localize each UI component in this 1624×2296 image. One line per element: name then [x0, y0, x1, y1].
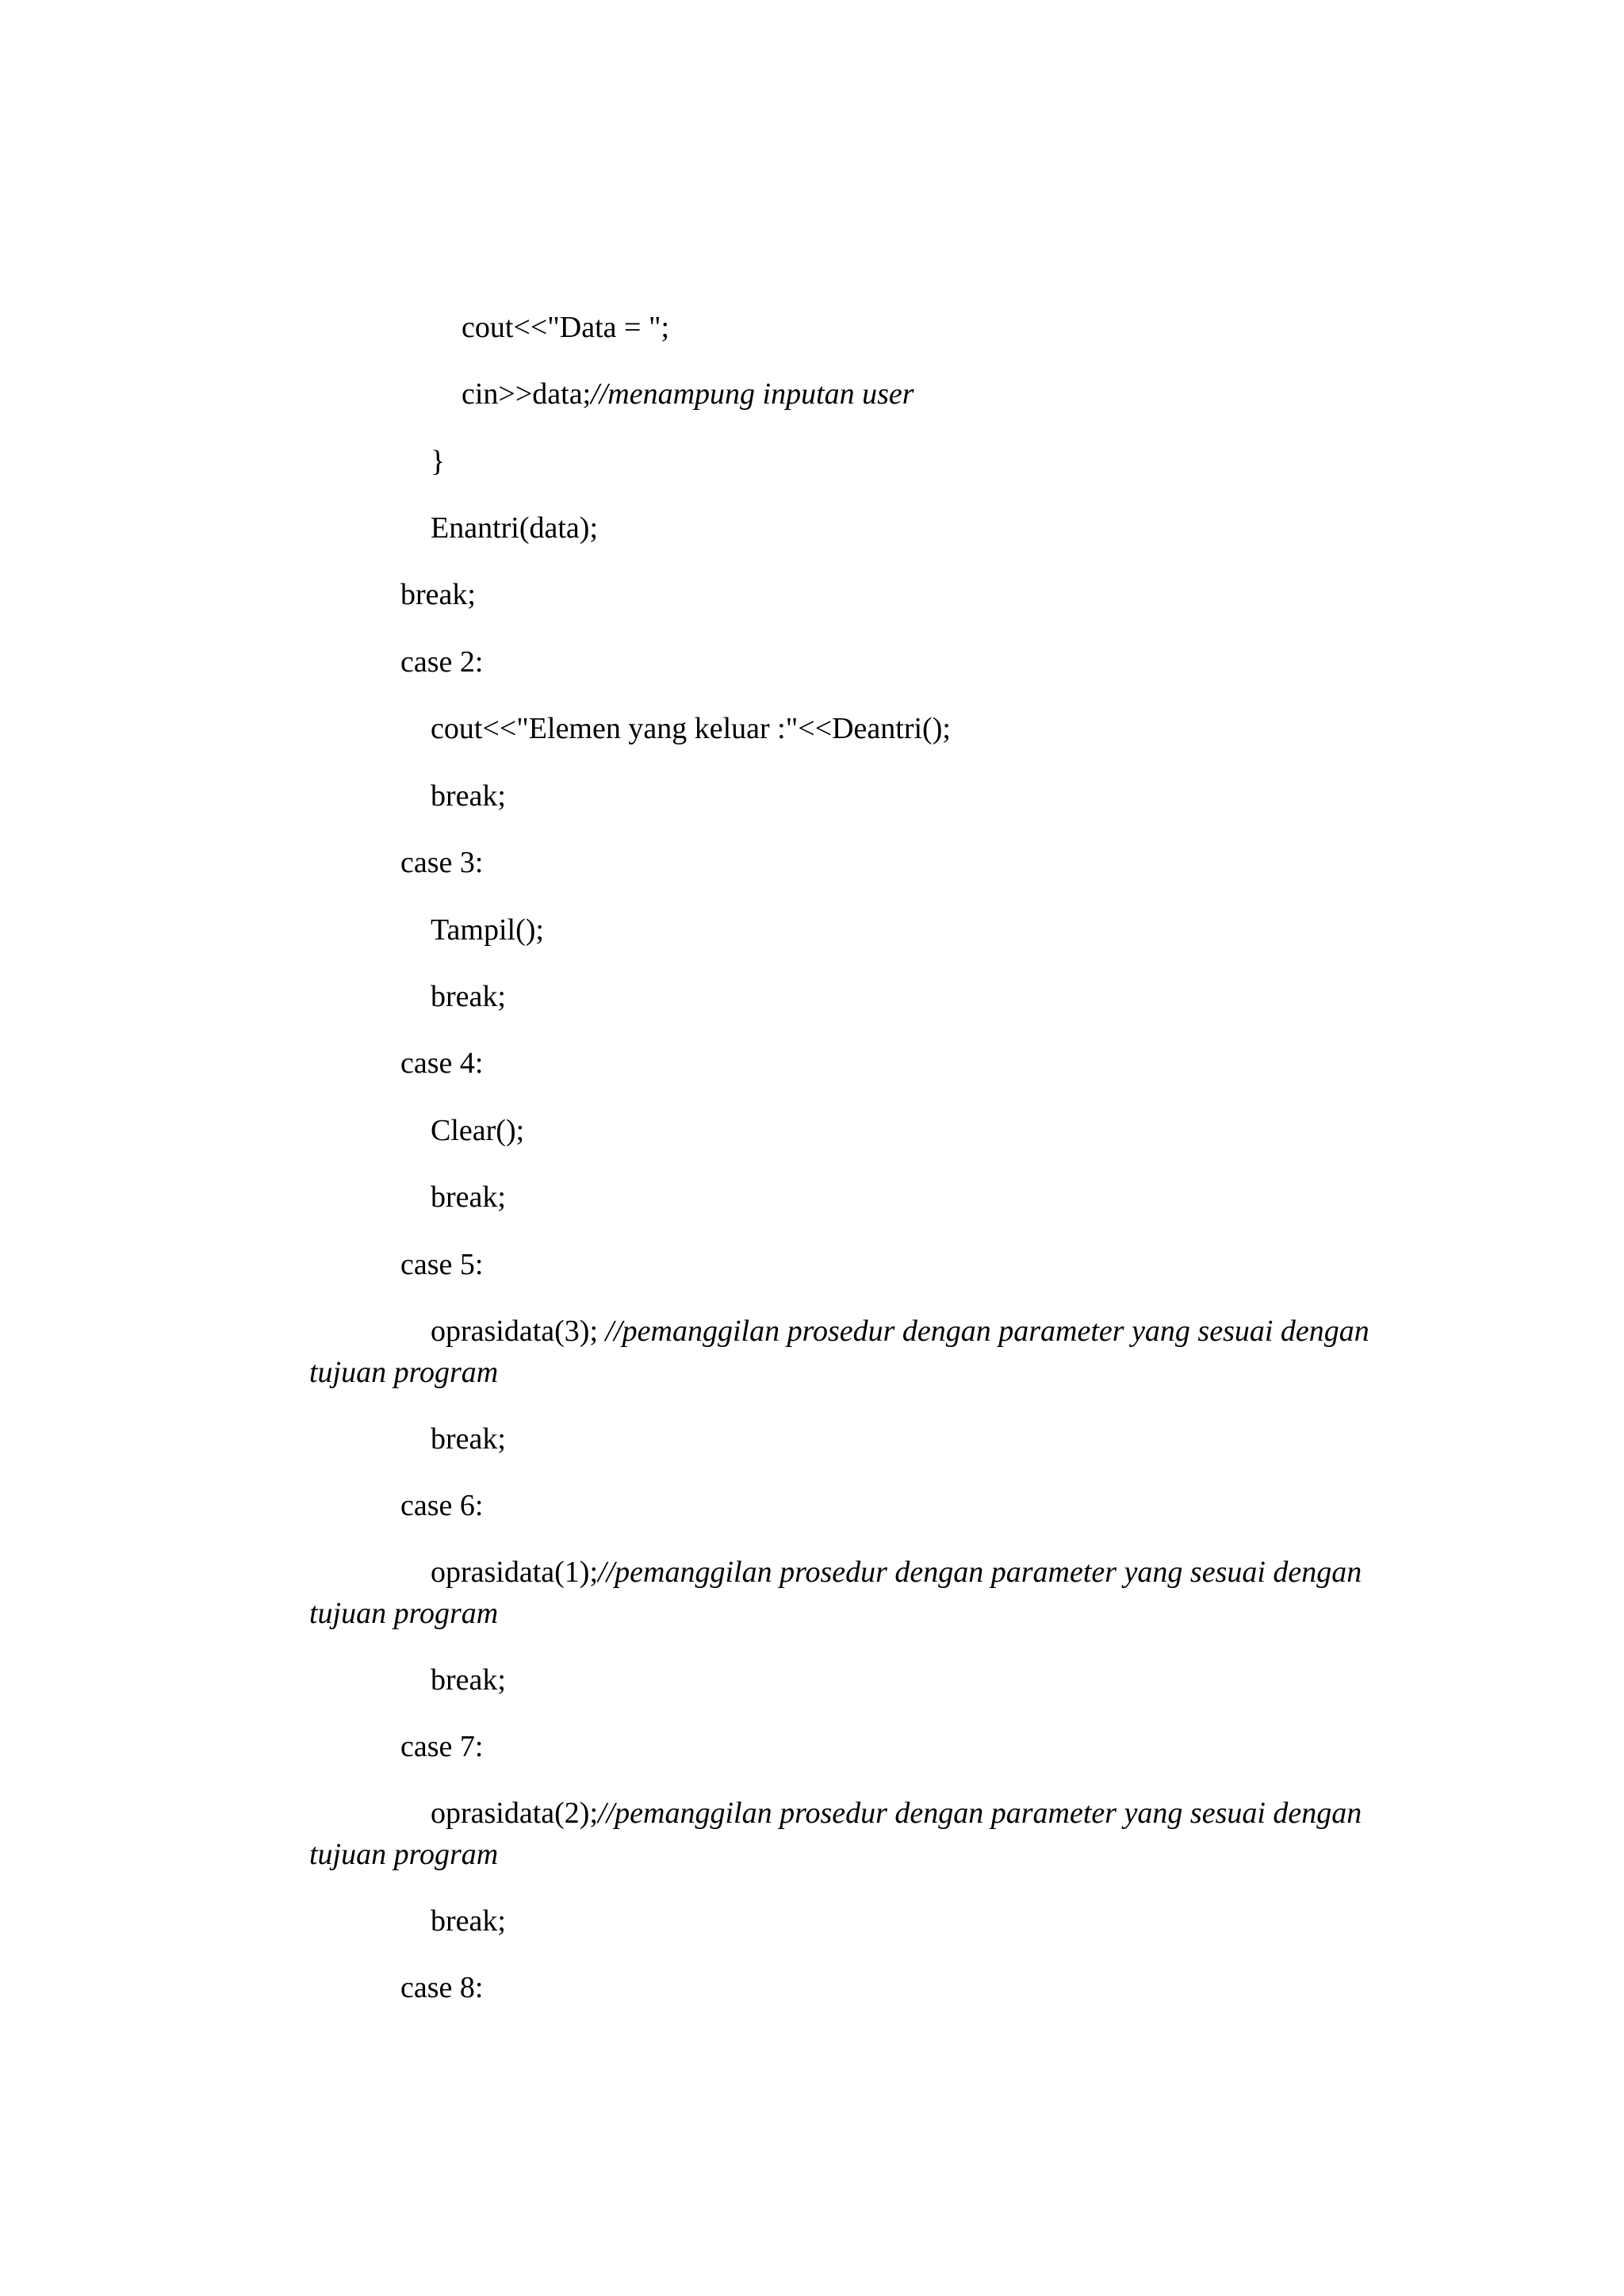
code-text: oprasidata(3); [431, 1314, 606, 1348]
code-line [431, 442, 445, 481]
code-line [431, 1901, 506, 1941]
code-text: break; [431, 1904, 506, 1938]
code-text: break; [431, 779, 506, 813]
code-line [462, 374, 914, 414]
code-comment: //menampung inputan user [591, 377, 914, 411]
code-text: case 7: [400, 1730, 484, 1763]
code-line [431, 910, 544, 950]
code-text: Clear(); [431, 1114, 525, 1147]
code-text: break; [431, 980, 506, 1013]
code-line [431, 1793, 1362, 1833]
code-line [431, 1311, 1369, 1351]
code-line [400, 1486, 483, 1525]
code-line [431, 508, 598, 548]
code-text: cin>>data; [462, 377, 592, 411]
code-text: case 3: [400, 846, 484, 879]
code-line [400, 1245, 483, 1284]
code-text: break; [431, 1663, 506, 1697]
code-line [462, 308, 669, 347]
code-line [431, 1177, 506, 1217]
code-text: case 5: [400, 1248, 484, 1281]
code-line [400, 642, 483, 682]
code-line [309, 1594, 498, 1633]
code-text: break; [431, 1181, 506, 1214]
code-line [431, 1419, 506, 1459]
code-comment: tujuan program [309, 1838, 499, 1871]
code-line [400, 1043, 483, 1083]
code-text: case 2: [400, 645, 484, 679]
code-line [431, 977, 506, 1016]
code-comment: //pemanggilan prosedur dengan parameter yang sesuai dengan [598, 1797, 1362, 1830]
code-text: Tampil(); [431, 913, 544, 947]
code-line [400, 843, 483, 882]
code-line [431, 709, 951, 748]
code-text: cout<<"Data = "; [462, 311, 670, 344]
code-line [431, 1111, 524, 1150]
code-text: oprasidata(2); [431, 1797, 599, 1830]
code-text: oprasidata(1); [431, 1556, 599, 1589]
code-line [400, 575, 476, 614]
code-text: case 4: [400, 1047, 484, 1080]
code-line [400, 1968, 483, 2007]
code-text: cout<<"Elemen yang keluar :"<<Deantri(); [431, 712, 951, 745]
code-text: break; [400, 578, 476, 611]
code-comment: tujuan program [309, 1356, 499, 1389]
code-line [309, 1835, 498, 1874]
code-line [431, 776, 506, 816]
code-comment: //pemanggilan prosedur dengan parameter yang sesuai dengan [598, 1556, 1362, 1589]
code-line [309, 1353, 498, 1392]
code-line [400, 1727, 483, 1766]
code-text: } [431, 445, 446, 478]
code-text: break; [431, 1422, 506, 1456]
code-comment: //pemanggilan prosedur dengan parameter yang sesuai dengan [605, 1314, 1369, 1348]
code-text: case 8: [400, 1971, 484, 2004]
code-line [431, 1660, 506, 1700]
code-line [431, 1552, 1362, 1592]
code-text: Enantri(data); [431, 511, 599, 545]
code-text: case 6: [400, 1489, 484, 1522]
code-comment: tujuan program [309, 1597, 499, 1630]
